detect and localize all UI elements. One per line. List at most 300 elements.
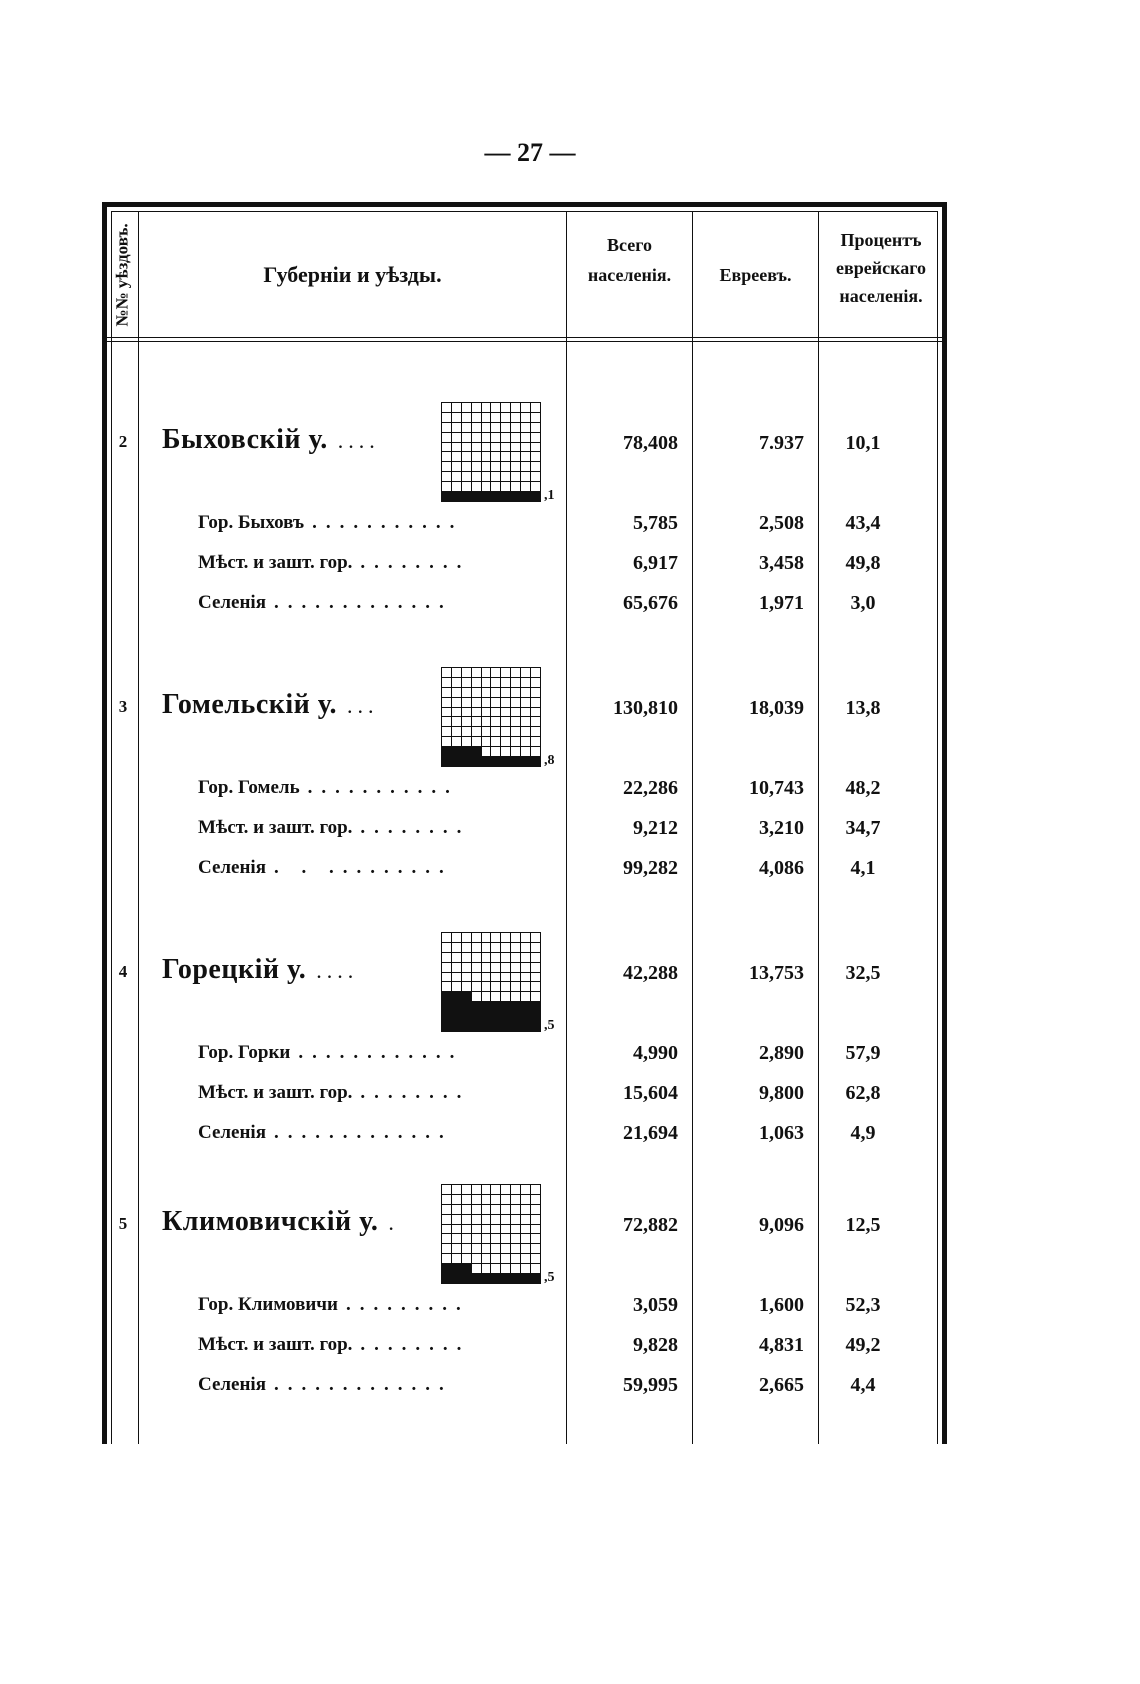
grid-square bbox=[521, 1234, 530, 1243]
grid-square bbox=[531, 973, 540, 982]
grid-square bbox=[442, 717, 451, 726]
grid-square bbox=[482, 1185, 491, 1194]
grid-square bbox=[462, 452, 471, 461]
grid-square bbox=[442, 982, 451, 991]
district-total-population: 130,810 bbox=[613, 697, 678, 719]
grid-square bbox=[511, 443, 520, 452]
sub-jewish-percent: 48,2 bbox=[845, 777, 881, 799]
grid-square bbox=[521, 1185, 530, 1194]
grid-square bbox=[491, 452, 500, 461]
grid-square bbox=[521, 1244, 530, 1253]
grid-square bbox=[511, 953, 520, 962]
sub-total-population: 5,785 bbox=[633, 512, 678, 534]
grid-square bbox=[521, 982, 530, 991]
grid-square bbox=[442, 1264, 451, 1273]
district-name-row bbox=[162, 1206, 399, 1238]
grid-square bbox=[501, 973, 510, 982]
grid-square bbox=[482, 452, 491, 461]
grid-square bbox=[521, 698, 530, 707]
district-number: 5 bbox=[118, 1214, 128, 1233]
grid-square bbox=[472, 413, 481, 422]
grid-square bbox=[521, 717, 530, 726]
grid-square bbox=[491, 482, 500, 491]
grid-square bbox=[452, 737, 461, 746]
grid-square bbox=[521, 727, 530, 736]
sub-row-name: Мѣст. и зашт. гор. bbox=[198, 1082, 353, 1103]
grid-square bbox=[511, 1195, 520, 1204]
grid-square bbox=[472, 963, 481, 972]
district-total-population: 72,882 bbox=[623, 1214, 678, 1236]
grid-square bbox=[531, 708, 540, 717]
grid-square bbox=[531, 1012, 540, 1021]
sub-jews-count: 1,600 bbox=[759, 1294, 804, 1316]
grid-square bbox=[501, 933, 510, 942]
grid-square bbox=[531, 433, 540, 442]
grid-square bbox=[462, 1002, 471, 1011]
grid-square bbox=[491, 737, 500, 746]
grid-square bbox=[462, 1274, 471, 1283]
sub-jewish-percent: 34,7 bbox=[845, 817, 881, 839]
grid-square bbox=[462, 668, 471, 677]
grid-square bbox=[452, 1012, 461, 1021]
grid-square bbox=[452, 492, 461, 501]
grid-square bbox=[482, 1205, 491, 1214]
grid-square bbox=[531, 717, 540, 726]
grid-square bbox=[442, 1274, 451, 1283]
grid-square bbox=[452, 717, 461, 726]
grid-square bbox=[491, 1215, 500, 1224]
grid-square bbox=[531, 1244, 540, 1253]
grid-square bbox=[501, 737, 510, 746]
grid-square bbox=[442, 943, 451, 952]
grid-square bbox=[501, 1254, 510, 1263]
grid-square bbox=[531, 727, 540, 736]
sub-jews-count: 2,890 bbox=[759, 1042, 804, 1064]
sub-row-label bbox=[198, 1374, 558, 1396]
grid-square bbox=[511, 727, 520, 736]
grid-square bbox=[462, 943, 471, 952]
grid-square bbox=[472, 933, 481, 942]
grid-square bbox=[511, 757, 520, 766]
grid-square bbox=[501, 668, 510, 677]
grid-square bbox=[472, 1002, 481, 1011]
grid-square bbox=[462, 1264, 471, 1273]
grid-square bbox=[501, 757, 510, 766]
grid-square bbox=[521, 452, 530, 461]
grid-square bbox=[501, 443, 510, 452]
grid-square bbox=[491, 1012, 500, 1021]
grid-square bbox=[521, 678, 530, 687]
sub-total-population: 65,676 bbox=[623, 592, 678, 614]
grid-square bbox=[482, 433, 491, 442]
grid-square bbox=[462, 443, 471, 452]
grid-square bbox=[472, 1264, 481, 1273]
sub-jewish-percent: 43,4 bbox=[845, 512, 881, 534]
grid-square bbox=[521, 423, 530, 432]
grid-square bbox=[462, 1225, 471, 1234]
sub-jews-count: 3,458 bbox=[759, 552, 804, 574]
grid-square bbox=[501, 1264, 510, 1273]
grid-square bbox=[452, 1022, 461, 1031]
grid-square bbox=[511, 452, 520, 461]
grid-square bbox=[491, 757, 500, 766]
grid-square bbox=[511, 1244, 520, 1253]
grid-square bbox=[462, 678, 471, 687]
sub-jews-count: 10,743 bbox=[749, 777, 804, 799]
grid-square bbox=[482, 747, 491, 756]
header-rule bbox=[107, 337, 942, 338]
grid-square bbox=[511, 1022, 520, 1031]
grid-square bbox=[491, 433, 500, 442]
grid-square bbox=[511, 1234, 520, 1243]
grid-square bbox=[531, 1022, 540, 1031]
grid-square bbox=[531, 443, 540, 452]
leader-dots: ............. bbox=[273, 592, 453, 613]
leader-dots: . bbox=[388, 1210, 399, 1235]
grid-square bbox=[472, 727, 481, 736]
grid-square bbox=[491, 1185, 500, 1194]
sub-row-label bbox=[198, 1122, 558, 1144]
grid-square bbox=[452, 413, 461, 422]
sub-row-name: Гор. Гомель bbox=[198, 777, 300, 798]
district-jewish-percent: 10,1 bbox=[845, 432, 881, 454]
sub-jews-count: 2,508 bbox=[759, 512, 804, 534]
grid-square bbox=[491, 678, 500, 687]
grid-square bbox=[462, 1022, 471, 1031]
sub-jewish-percent: 3,0 bbox=[850, 592, 876, 614]
grid-square bbox=[442, 678, 451, 687]
sub-row-label bbox=[198, 1042, 558, 1064]
grid-square bbox=[521, 1022, 530, 1031]
grid-square bbox=[501, 1022, 510, 1031]
grid-square bbox=[501, 433, 510, 442]
grid-square bbox=[501, 708, 510, 717]
grid-square bbox=[511, 1254, 520, 1263]
grid-square bbox=[472, 1012, 481, 1021]
leader-dots: .... bbox=[316, 958, 359, 983]
grid-square bbox=[462, 737, 471, 746]
grid-square bbox=[491, 1195, 500, 1204]
grid-square bbox=[472, 992, 481, 1001]
sub-jewish-percent: 49,8 bbox=[845, 552, 881, 574]
grid-square bbox=[472, 737, 481, 746]
grid-square bbox=[462, 462, 471, 471]
grid-square bbox=[501, 963, 510, 972]
grid-square bbox=[531, 698, 540, 707]
sub-row-name: Мѣст. и зашт. гор. bbox=[198, 1334, 353, 1355]
grid-square bbox=[501, 717, 510, 726]
grid-square bbox=[521, 1264, 530, 1273]
grid-square bbox=[482, 992, 491, 1001]
sub-row-name: Селенія bbox=[198, 592, 266, 613]
grid-square bbox=[452, 1244, 461, 1253]
grid-square bbox=[482, 698, 491, 707]
grid-square bbox=[452, 1225, 461, 1234]
grid-square bbox=[462, 423, 471, 432]
grid-square bbox=[472, 757, 481, 766]
grid-square bbox=[531, 943, 540, 952]
grid-square bbox=[491, 668, 500, 677]
grid-square bbox=[531, 1185, 540, 1194]
sub-row-name: Селенія bbox=[198, 857, 266, 878]
grid-square bbox=[462, 1185, 471, 1194]
grid-square bbox=[501, 452, 510, 461]
grid-square bbox=[442, 727, 451, 736]
sub-total-population: 4,990 bbox=[633, 1042, 678, 1064]
grid-square bbox=[511, 433, 520, 442]
grid-square bbox=[462, 992, 471, 1001]
district-name-row bbox=[162, 424, 380, 456]
grid-square bbox=[491, 1225, 500, 1234]
grid-square bbox=[442, 747, 451, 756]
grid-square bbox=[482, 1244, 491, 1253]
district-jews-count: 7.937 bbox=[759, 432, 804, 454]
grid-square bbox=[501, 992, 510, 1001]
grid-square bbox=[442, 737, 451, 746]
grid-square bbox=[531, 462, 540, 471]
grid-square bbox=[442, 443, 451, 452]
grid-square bbox=[491, 1244, 500, 1253]
grid-square bbox=[491, 462, 500, 471]
grid-square bbox=[521, 1215, 530, 1224]
column-divider bbox=[692, 212, 693, 1444]
sub-row-label bbox=[198, 1082, 558, 1104]
grid-square bbox=[491, 1022, 500, 1031]
grid-square bbox=[442, 963, 451, 972]
grid-square bbox=[491, 982, 500, 991]
grid-square bbox=[491, 953, 500, 962]
grid-square bbox=[511, 423, 520, 432]
grid-square bbox=[472, 1022, 481, 1031]
leader-dots: ........... bbox=[312, 512, 464, 533]
sub-total-population: 22,286 bbox=[623, 777, 678, 799]
sub-total-population: 9,828 bbox=[633, 1334, 678, 1356]
grid-square bbox=[531, 963, 540, 972]
grid-square bbox=[462, 492, 471, 501]
grid-square bbox=[462, 953, 471, 962]
grid-square bbox=[511, 403, 520, 412]
grid-square bbox=[521, 943, 530, 952]
grid-square bbox=[452, 943, 461, 952]
grid-square bbox=[462, 727, 471, 736]
district-number: 3 bbox=[118, 697, 128, 716]
district-name: Быховскій у. bbox=[162, 424, 328, 455]
grid-square bbox=[442, 973, 451, 982]
header-jewish-percent: Процентъ еврейскаго населенія. bbox=[836, 230, 926, 306]
grid-square bbox=[472, 482, 481, 491]
grid-square bbox=[452, 963, 461, 972]
grid-square bbox=[491, 933, 500, 942]
grid-square bbox=[442, 1195, 451, 1204]
district-number: 2 bbox=[118, 432, 128, 451]
grid-square bbox=[482, 482, 491, 491]
grid-square bbox=[501, 403, 510, 412]
grid-square bbox=[531, 737, 540, 746]
grid-square bbox=[442, 472, 451, 481]
grid-square bbox=[472, 678, 481, 687]
grid-square bbox=[482, 403, 491, 412]
grid-square bbox=[472, 1185, 481, 1194]
district-jewish-percent: 32,5 bbox=[845, 962, 881, 984]
grid-square bbox=[491, 943, 500, 952]
grid-square bbox=[511, 963, 520, 972]
grid-square bbox=[462, 757, 471, 766]
header-province-districts: Губерніи и уѣзды. bbox=[263, 261, 442, 287]
district-jews-count: 18,039 bbox=[749, 697, 804, 719]
sub-row-label bbox=[198, 552, 558, 574]
grid-square bbox=[511, 1264, 520, 1273]
grid-square bbox=[531, 982, 540, 991]
grid-square bbox=[482, 443, 491, 452]
sub-row-label bbox=[198, 857, 558, 879]
grid-square bbox=[531, 492, 540, 501]
grid-square bbox=[442, 933, 451, 942]
leader-dots: ............. bbox=[273, 1374, 453, 1395]
grid-square bbox=[511, 1205, 520, 1214]
grid-square bbox=[442, 433, 451, 442]
sub-jewish-percent: 4,9 bbox=[850, 1122, 876, 1144]
grid-square bbox=[521, 413, 530, 422]
grid-square bbox=[462, 973, 471, 982]
grid-fraction-label: ,8 bbox=[544, 753, 555, 768]
leader-dots: ............. bbox=[273, 1122, 453, 1143]
column-divider bbox=[566, 212, 567, 1444]
grid-square bbox=[452, 1264, 461, 1273]
grid-square bbox=[511, 698, 520, 707]
grid-square bbox=[521, 953, 530, 962]
sub-jews-count: 1,971 bbox=[759, 592, 804, 614]
grid-square bbox=[482, 973, 491, 982]
grid-square bbox=[511, 992, 520, 1001]
grid-square bbox=[531, 1234, 540, 1243]
grid-square bbox=[482, 1264, 491, 1273]
grid-square bbox=[531, 757, 540, 766]
grid-square bbox=[531, 678, 540, 687]
grid-square bbox=[521, 933, 530, 942]
grid-square bbox=[462, 472, 471, 481]
grid-square bbox=[472, 452, 481, 461]
grid-square bbox=[491, 492, 500, 501]
grid-square bbox=[531, 1225, 540, 1234]
grid-square bbox=[501, 747, 510, 756]
grid-square bbox=[501, 953, 510, 962]
grid-square bbox=[501, 943, 510, 952]
grid-square bbox=[501, 1225, 510, 1234]
grid-square bbox=[452, 678, 461, 687]
leader-dots: . . ......... bbox=[273, 857, 453, 878]
grid-square bbox=[462, 698, 471, 707]
grid-square bbox=[511, 492, 520, 501]
grid-square bbox=[531, 953, 540, 962]
district-jewish-percent: 12,5 bbox=[845, 1214, 881, 1236]
grid-square bbox=[452, 452, 461, 461]
grid-square bbox=[482, 472, 491, 481]
grid-square bbox=[442, 953, 451, 962]
grid-square bbox=[482, 688, 491, 697]
leader-dots: ........... bbox=[307, 777, 459, 798]
grid-square bbox=[511, 1215, 520, 1224]
grid-square bbox=[442, 1205, 451, 1214]
sub-jews-count: 1,063 bbox=[759, 1122, 804, 1144]
grid-square bbox=[501, 482, 510, 491]
grid-square bbox=[491, 973, 500, 982]
grid-square bbox=[511, 688, 520, 697]
grid-square bbox=[501, 1234, 510, 1243]
jewish-share-grid bbox=[441, 402, 541, 502]
grid-square bbox=[491, 963, 500, 972]
grid-square bbox=[462, 688, 471, 697]
grid-square bbox=[521, 443, 530, 452]
grid-square bbox=[462, 1215, 471, 1224]
grid-square bbox=[452, 953, 461, 962]
sub-jews-count: 2,665 bbox=[759, 1374, 804, 1396]
grid-square bbox=[482, 1012, 491, 1021]
grid-square bbox=[521, 403, 530, 412]
grid-square bbox=[501, 1195, 510, 1204]
grid-square bbox=[482, 1254, 491, 1263]
grid-square bbox=[511, 1012, 520, 1021]
leader-dots: ........ bbox=[360, 1334, 471, 1355]
grid-square bbox=[482, 462, 491, 471]
leader-dots: ... bbox=[347, 693, 379, 718]
header-jews: Евреевъ. bbox=[719, 264, 792, 285]
grid-square bbox=[472, 668, 481, 677]
grid-square bbox=[442, 482, 451, 491]
grid-square bbox=[472, 1274, 481, 1283]
grid-square bbox=[482, 423, 491, 432]
grid-square bbox=[521, 1012, 530, 1021]
grid-square bbox=[452, 1205, 461, 1214]
grid-square bbox=[521, 1205, 530, 1214]
grid-square bbox=[501, 698, 510, 707]
grid-square bbox=[452, 403, 461, 412]
district-name: Гомельскій у. bbox=[162, 689, 338, 720]
grid-square bbox=[472, 1215, 481, 1224]
grid-square bbox=[462, 747, 471, 756]
grid-square bbox=[521, 757, 530, 766]
grid-square bbox=[511, 933, 520, 942]
grid-square bbox=[531, 1215, 540, 1224]
grid-square bbox=[472, 1225, 481, 1234]
column-divider bbox=[138, 212, 139, 1444]
grid-square bbox=[472, 688, 481, 697]
grid-fraction-label: ,5 bbox=[544, 1018, 555, 1033]
grid-square bbox=[462, 717, 471, 726]
grid-square bbox=[452, 708, 461, 717]
grid-square bbox=[511, 982, 520, 991]
jewish-share-grid bbox=[441, 667, 541, 767]
grid-square bbox=[511, 482, 520, 491]
grid-square bbox=[491, 472, 500, 481]
grid-square bbox=[491, 1274, 500, 1283]
leader-dots: ........ bbox=[360, 817, 471, 838]
grid-square bbox=[501, 423, 510, 432]
grid-square bbox=[442, 423, 451, 432]
grid-square bbox=[521, 492, 530, 501]
grid-square bbox=[462, 1254, 471, 1263]
grid-square bbox=[472, 943, 481, 952]
sub-total-population: 3,059 bbox=[633, 1294, 678, 1316]
grid-square bbox=[452, 757, 461, 766]
sub-total-population: 99,282 bbox=[623, 857, 678, 879]
grid-square bbox=[531, 482, 540, 491]
grid-square bbox=[452, 747, 461, 756]
grid-square bbox=[462, 1195, 471, 1204]
grid-square bbox=[482, 727, 491, 736]
grid-square bbox=[482, 668, 491, 677]
grid-square bbox=[521, 963, 530, 972]
grid-fraction-label: ,1 bbox=[544, 488, 555, 503]
